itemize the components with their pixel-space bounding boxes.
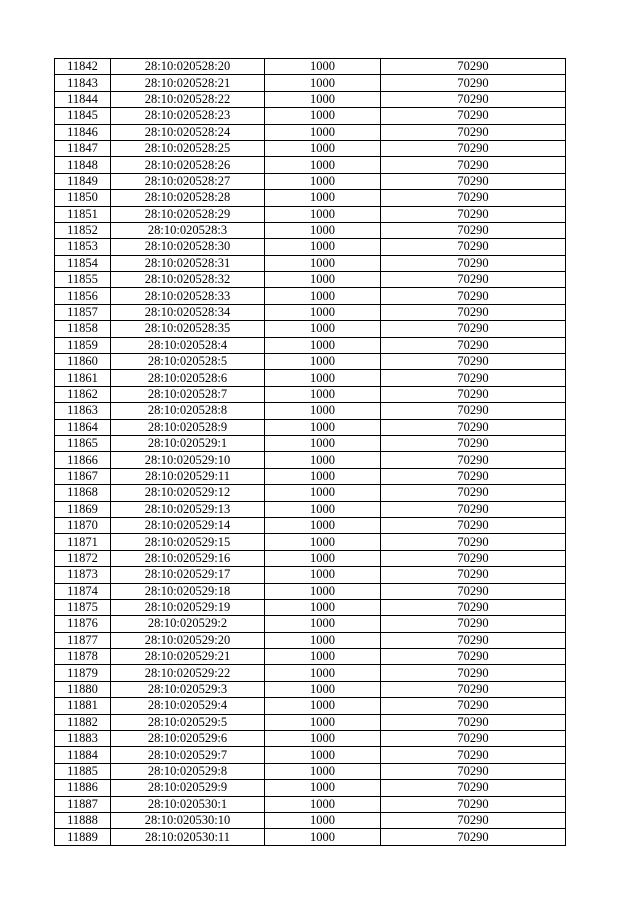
cadastral-number-cell: 28:10:020529:7 bbox=[111, 747, 265, 763]
value-cell: 70290 bbox=[381, 337, 566, 353]
area-cell: 1000 bbox=[265, 616, 381, 632]
row-number-cell: 11842 bbox=[55, 59, 111, 75]
table-row bbox=[55, 206, 566, 222]
row-number-cell: 11844 bbox=[55, 91, 111, 107]
area-cell: 1000 bbox=[265, 272, 381, 288]
row-number-cell: 11859 bbox=[55, 337, 111, 353]
cadastral-number-cell: 28:10:020529:5 bbox=[111, 714, 265, 730]
table-row bbox=[55, 304, 566, 320]
cadastral-number-cell: 28:10:020528:21 bbox=[111, 75, 265, 91]
area-cell: 1000 bbox=[265, 190, 381, 206]
value-cell: 70290 bbox=[381, 567, 566, 583]
area-cell: 1000 bbox=[265, 550, 381, 566]
table-row bbox=[55, 812, 566, 828]
row-number-cell: 11868 bbox=[55, 485, 111, 501]
value-cell: 70290 bbox=[381, 714, 566, 730]
cadastral-number-cell: 28:10:020529:3 bbox=[111, 681, 265, 697]
cadastral-number-cell: 28:10:020528:9 bbox=[111, 419, 265, 435]
row-number-cell: 11878 bbox=[55, 649, 111, 665]
table-row bbox=[55, 714, 566, 730]
cadastral-number-cell: 28:10:020528:29 bbox=[111, 206, 265, 222]
value-cell: 70290 bbox=[381, 354, 566, 370]
value-cell: 70290 bbox=[381, 698, 566, 714]
area-cell: 1000 bbox=[265, 468, 381, 484]
value-cell: 70290 bbox=[381, 419, 566, 435]
cadastral-number-cell: 28:10:020528:26 bbox=[111, 157, 265, 173]
value-cell: 70290 bbox=[381, 780, 566, 796]
area-cell: 1000 bbox=[265, 714, 381, 730]
row-number-cell: 11888 bbox=[55, 812, 111, 828]
cadastral-number-cell: 28:10:020528:33 bbox=[111, 288, 265, 304]
value-cell: 70290 bbox=[381, 124, 566, 140]
cadastral-number-cell: 28:10:020528:4 bbox=[111, 337, 265, 353]
value-cell: 70290 bbox=[381, 485, 566, 501]
cadastral-number-cell: 28:10:020528:20 bbox=[111, 59, 265, 75]
row-number-cell: 11881 bbox=[55, 698, 111, 714]
table-row bbox=[55, 222, 566, 238]
table-row bbox=[55, 747, 566, 763]
table-row bbox=[55, 337, 566, 353]
value-cell: 70290 bbox=[381, 812, 566, 828]
table-row bbox=[55, 485, 566, 501]
area-cell: 1000 bbox=[265, 173, 381, 189]
value-cell: 70290 bbox=[381, 534, 566, 550]
value-cell: 70290 bbox=[381, 550, 566, 566]
row-number-cell: 11865 bbox=[55, 435, 111, 451]
cadastral-number-cell: 28:10:020528:28 bbox=[111, 190, 265, 206]
area-cell: 1000 bbox=[265, 517, 381, 533]
value-cell: 70290 bbox=[381, 829, 566, 845]
row-number-cell: 11864 bbox=[55, 419, 111, 435]
cadastral-number-cell: 28:10:020529:14 bbox=[111, 517, 265, 533]
cadastral-number-cell: 28:10:020529:17 bbox=[111, 567, 265, 583]
table-row bbox=[55, 763, 566, 779]
value-cell: 70290 bbox=[381, 222, 566, 238]
area-cell: 1000 bbox=[265, 649, 381, 665]
cadastral-number-cell: 28:10:020529:19 bbox=[111, 599, 265, 615]
area-cell: 1000 bbox=[265, 452, 381, 468]
table-row bbox=[55, 91, 566, 107]
area-cell: 1000 bbox=[265, 91, 381, 107]
area-cell: 1000 bbox=[265, 337, 381, 353]
value-cell: 70290 bbox=[381, 304, 566, 320]
row-number-cell: 11861 bbox=[55, 370, 111, 386]
table-row bbox=[55, 517, 566, 533]
cadastral-number-cell: 28:10:020529:18 bbox=[111, 583, 265, 599]
area-cell: 1000 bbox=[265, 354, 381, 370]
table-row bbox=[55, 649, 566, 665]
area-cell: 1000 bbox=[265, 796, 381, 812]
table-row bbox=[55, 501, 566, 517]
value-cell: 70290 bbox=[381, 288, 566, 304]
row-number-cell: 11851 bbox=[55, 206, 111, 222]
table-row bbox=[55, 435, 566, 451]
cadastral-number-cell: 28:10:020528:35 bbox=[111, 321, 265, 337]
area-cell: 1000 bbox=[265, 812, 381, 828]
table-row bbox=[55, 583, 566, 599]
table-row bbox=[55, 255, 566, 271]
value-cell: 70290 bbox=[381, 140, 566, 156]
cadastral-number-cell: 28:10:020530:10 bbox=[111, 812, 265, 828]
row-number-cell: 11845 bbox=[55, 108, 111, 124]
row-number-cell: 11850 bbox=[55, 190, 111, 206]
cadastral-number-cell: 28:10:020529:22 bbox=[111, 665, 265, 681]
area-cell: 1000 bbox=[265, 255, 381, 271]
table-row bbox=[55, 681, 566, 697]
cadastral-number-cell: 28:10:020529:10 bbox=[111, 452, 265, 468]
cadastral-number-cell: 28:10:020528:24 bbox=[111, 124, 265, 140]
row-number-cell: 11853 bbox=[55, 239, 111, 255]
cadastral-number-cell: 28:10:020528:30 bbox=[111, 239, 265, 255]
value-cell: 70290 bbox=[381, 632, 566, 648]
row-number-cell: 11858 bbox=[55, 321, 111, 337]
value-cell: 70290 bbox=[381, 75, 566, 91]
row-number-cell: 11847 bbox=[55, 140, 111, 156]
value-cell: 70290 bbox=[381, 517, 566, 533]
area-cell: 1000 bbox=[265, 567, 381, 583]
cadastral-number-cell: 28:10:020528:3 bbox=[111, 222, 265, 238]
value-cell: 70290 bbox=[381, 681, 566, 697]
row-number-cell: 11843 bbox=[55, 75, 111, 91]
row-number-cell: 11857 bbox=[55, 304, 111, 320]
cadastral-number-cell: 28:10:020528:34 bbox=[111, 304, 265, 320]
table-row bbox=[55, 796, 566, 812]
value-cell: 70290 bbox=[381, 747, 566, 763]
value-cell: 70290 bbox=[381, 321, 566, 337]
cadastral-number-cell: 28:10:020529:20 bbox=[111, 632, 265, 648]
area-cell: 1000 bbox=[265, 780, 381, 796]
area-cell: 1000 bbox=[265, 403, 381, 419]
area-cell: 1000 bbox=[265, 304, 381, 320]
row-number-cell: 11869 bbox=[55, 501, 111, 517]
area-cell: 1000 bbox=[265, 583, 381, 599]
value-cell: 70290 bbox=[381, 731, 566, 747]
area-cell: 1000 bbox=[265, 386, 381, 402]
cadastral-number-cell: 28:10:020530:11 bbox=[111, 829, 265, 845]
table-row bbox=[55, 567, 566, 583]
table-row bbox=[55, 140, 566, 156]
value-cell: 70290 bbox=[381, 501, 566, 517]
table-row bbox=[55, 599, 566, 615]
table-row bbox=[55, 124, 566, 140]
table-row bbox=[55, 780, 566, 796]
cadastral-number-cell: 28:10:020528:22 bbox=[111, 91, 265, 107]
row-number-cell: 11863 bbox=[55, 403, 111, 419]
area-cell: 1000 bbox=[265, 501, 381, 517]
area-cell: 1000 bbox=[265, 370, 381, 386]
table-row bbox=[55, 550, 566, 566]
area-cell: 1000 bbox=[265, 632, 381, 648]
row-number-cell: 11887 bbox=[55, 796, 111, 812]
value-cell: 70290 bbox=[381, 583, 566, 599]
row-number-cell: 11860 bbox=[55, 354, 111, 370]
cadastral-number-cell: 28:10:020529:12 bbox=[111, 485, 265, 501]
value-cell: 70290 bbox=[381, 255, 566, 271]
cadastral-number-cell: 28:10:020528:7 bbox=[111, 386, 265, 402]
row-number-cell: 11882 bbox=[55, 714, 111, 730]
row-number-cell: 11855 bbox=[55, 272, 111, 288]
cadastral-number-cell: 28:10:020528:23 bbox=[111, 108, 265, 124]
value-cell: 70290 bbox=[381, 763, 566, 779]
table-row bbox=[55, 272, 566, 288]
row-number-cell: 11866 bbox=[55, 452, 111, 468]
value-cell: 70290 bbox=[381, 616, 566, 632]
table-row bbox=[55, 419, 566, 435]
row-number-cell: 11874 bbox=[55, 583, 111, 599]
table-row bbox=[55, 354, 566, 370]
table-row bbox=[55, 403, 566, 419]
value-cell: 70290 bbox=[381, 452, 566, 468]
value-cell: 70290 bbox=[381, 173, 566, 189]
cadastral-number-cell: 28:10:020529:2 bbox=[111, 616, 265, 632]
value-cell: 70290 bbox=[381, 665, 566, 681]
row-number-cell: 11883 bbox=[55, 731, 111, 747]
value-cell: 70290 bbox=[381, 370, 566, 386]
cadastral-number-cell: 28:10:020529:8 bbox=[111, 763, 265, 779]
table-row bbox=[55, 370, 566, 386]
document-page bbox=[54, 58, 566, 846]
cadastral-number-cell: 28:10:020528:5 bbox=[111, 354, 265, 370]
table-row bbox=[55, 665, 566, 681]
area-cell: 1000 bbox=[265, 435, 381, 451]
value-cell: 70290 bbox=[381, 206, 566, 222]
cadastral-number-cell: 28:10:020528:27 bbox=[111, 173, 265, 189]
table-row bbox=[55, 157, 566, 173]
area-cell: 1000 bbox=[265, 59, 381, 75]
cadastral-number-cell: 28:10:020530:1 bbox=[111, 796, 265, 812]
area-cell: 1000 bbox=[265, 419, 381, 435]
row-number-cell: 11873 bbox=[55, 567, 111, 583]
cadastral-number-cell: 28:10:020528:8 bbox=[111, 403, 265, 419]
area-cell: 1000 bbox=[265, 829, 381, 845]
row-number-cell: 11870 bbox=[55, 517, 111, 533]
row-number-cell: 11854 bbox=[55, 255, 111, 271]
table-row bbox=[55, 534, 566, 550]
value-cell: 70290 bbox=[381, 468, 566, 484]
area-cell: 1000 bbox=[265, 222, 381, 238]
area-cell: 1000 bbox=[265, 698, 381, 714]
area-cell: 1000 bbox=[265, 239, 381, 255]
area-cell: 1000 bbox=[265, 731, 381, 747]
row-number-cell: 11872 bbox=[55, 550, 111, 566]
row-number-cell: 11849 bbox=[55, 173, 111, 189]
row-number-cell: 11875 bbox=[55, 599, 111, 615]
table-row bbox=[55, 173, 566, 189]
value-cell: 70290 bbox=[381, 91, 566, 107]
value-cell: 70290 bbox=[381, 157, 566, 173]
cadastral-number-cell: 28:10:020529:16 bbox=[111, 550, 265, 566]
cadastral-number-cell: 28:10:020529:6 bbox=[111, 731, 265, 747]
value-cell: 70290 bbox=[381, 190, 566, 206]
table-row bbox=[55, 239, 566, 255]
area-cell: 1000 bbox=[265, 288, 381, 304]
area-cell: 1000 bbox=[265, 140, 381, 156]
value-cell: 70290 bbox=[381, 59, 566, 75]
area-cell: 1000 bbox=[265, 108, 381, 124]
cadastral-number-cell: 28:10:020529:11 bbox=[111, 468, 265, 484]
row-number-cell: 11886 bbox=[55, 780, 111, 796]
table-row bbox=[55, 632, 566, 648]
cadastral-number-cell: 28:10:020529:13 bbox=[111, 501, 265, 517]
table-row bbox=[55, 386, 566, 402]
cadastral-number-cell: 28:10:020528:31 bbox=[111, 255, 265, 271]
table-row bbox=[55, 321, 566, 337]
area-cell: 1000 bbox=[265, 75, 381, 91]
table-row bbox=[55, 468, 566, 484]
table-body bbox=[55, 59, 566, 846]
area-cell: 1000 bbox=[265, 157, 381, 173]
area-cell: 1000 bbox=[265, 665, 381, 681]
value-cell: 70290 bbox=[381, 599, 566, 615]
area-cell: 1000 bbox=[265, 485, 381, 501]
table-row bbox=[55, 75, 566, 91]
row-number-cell: 11867 bbox=[55, 468, 111, 484]
table-row bbox=[55, 288, 566, 304]
value-cell: 70290 bbox=[381, 435, 566, 451]
row-number-cell: 11880 bbox=[55, 681, 111, 697]
table-row bbox=[55, 829, 566, 845]
table-row bbox=[55, 190, 566, 206]
table-row bbox=[55, 452, 566, 468]
cadastral-number-cell: 28:10:020529:1 bbox=[111, 435, 265, 451]
row-number-cell: 11852 bbox=[55, 222, 111, 238]
area-cell: 1000 bbox=[265, 599, 381, 615]
row-number-cell: 11862 bbox=[55, 386, 111, 402]
value-cell: 70290 bbox=[381, 386, 566, 402]
area-cell: 1000 bbox=[265, 124, 381, 140]
table-row bbox=[55, 731, 566, 747]
row-number-cell: 11846 bbox=[55, 124, 111, 140]
area-cell: 1000 bbox=[265, 321, 381, 337]
value-cell: 70290 bbox=[381, 272, 566, 288]
value-cell: 70290 bbox=[381, 796, 566, 812]
value-cell: 70290 bbox=[381, 649, 566, 665]
table-row bbox=[55, 616, 566, 632]
cadastral-number-cell: 28:10:020528:25 bbox=[111, 140, 265, 156]
area-cell: 1000 bbox=[265, 534, 381, 550]
row-number-cell: 11877 bbox=[55, 632, 111, 648]
cadastral-number-cell: 28:10:020528:6 bbox=[111, 370, 265, 386]
row-number-cell: 11856 bbox=[55, 288, 111, 304]
value-cell: 70290 bbox=[381, 239, 566, 255]
table-row bbox=[55, 59, 566, 75]
cadastral-number-cell: 28:10:020529:4 bbox=[111, 698, 265, 714]
row-number-cell: 11879 bbox=[55, 665, 111, 681]
row-number-cell: 11848 bbox=[55, 157, 111, 173]
cadastral-number-cell: 28:10:020529:21 bbox=[111, 649, 265, 665]
table-row bbox=[55, 108, 566, 124]
table-row bbox=[55, 698, 566, 714]
data-table bbox=[54, 58, 566, 846]
area-cell: 1000 bbox=[265, 763, 381, 779]
cadastral-number-cell: 28:10:020528:32 bbox=[111, 272, 265, 288]
row-number-cell: 11889 bbox=[55, 829, 111, 845]
row-number-cell: 11885 bbox=[55, 763, 111, 779]
value-cell: 70290 bbox=[381, 108, 566, 124]
row-number-cell: 11871 bbox=[55, 534, 111, 550]
area-cell: 1000 bbox=[265, 681, 381, 697]
area-cell: 1000 bbox=[265, 747, 381, 763]
value-cell: 70290 bbox=[381, 403, 566, 419]
area-cell: 1000 bbox=[265, 206, 381, 222]
row-number-cell: 11876 bbox=[55, 616, 111, 632]
cadastral-number-cell: 28:10:020529:15 bbox=[111, 534, 265, 550]
cadastral-number-cell: 28:10:020529:9 bbox=[111, 780, 265, 796]
row-number-cell: 11884 bbox=[55, 747, 111, 763]
